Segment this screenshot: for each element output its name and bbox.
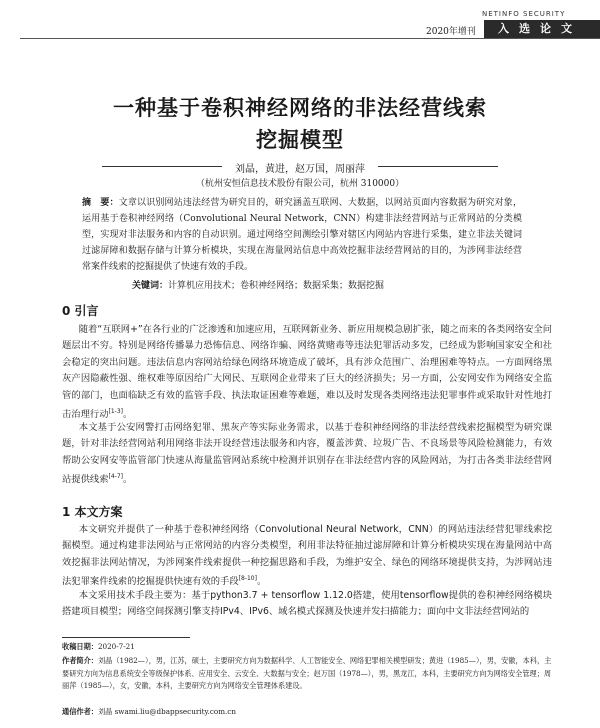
affiliation: （杭州安恒信息技术股份有限公司，杭州 310000） (195, 179, 405, 189)
method-paragraph-1 (62, 522, 552, 591)
footnote-contact (62, 706, 552, 719)
paper-title-line1: 一种基于卷积神经网络的非法经营线索 (113, 95, 487, 120)
contact-text: 刘晶 swami.liu@dbappsecurity.com.cn (97, 707, 236, 716)
section-heading-method: 1 本文方案 (62, 505, 123, 519)
section-tab: 入选论文 (484, 20, 600, 38)
keywords (132, 278, 384, 291)
contact-label: 通信作者： (62, 707, 98, 716)
footnote-received (62, 641, 552, 654)
issue-label: 2020年增刊 (426, 27, 476, 37)
method-paragraph-1-end: 。 (256, 576, 267, 588)
citation-ref: [1-3] (108, 408, 123, 416)
footnote-rule (62, 637, 190, 638)
journal-logo: NETINFO SECURITY (482, 10, 566, 18)
keywords-label: 关键词： (132, 281, 169, 291)
method-paragraph-1-text: 本文研究并提供了一种基于卷积神经网络（Convolutional Neural Network，CNN）的网站违法经营犯罪线索挖掘模型。通过构建非法网站与正常网站的内容分类模型，利用非法特征抽过滤屏障和计算分析模块实现在海量网站中高效挖掘非法网站情况，为涉网案件线索提供一种挖掘思路和手段，为维护安全、绿色的网络环境提供支持，为涉网站违法犯罪案件线索的挖掘提供快速有效的手段 (62, 524, 552, 588)
author-list: 刘晶，黄进，赵万国，周丽萍 (235, 164, 365, 175)
keywords-text: 计算机应用技术；卷积神经网络；数据采集；数据挖掘 (168, 281, 385, 291)
bio-text: 刘晶（1982—），男，江苏，硕士，主要研究方向为数据科学、人工智能安全、网络犯罪相关模型研发；黄进（1985—），男，安徽，本科，主要研究方向为信息系统安全等级保护体系、应用安全、云安全、大数据与安全；赵万国（1978—），男，黑龙江，本科，主要研究方向为网络安全管理；周丽萍（1985—），女，安徽，本科，主要研究方向为网络安全管理体系建设。 (62, 656, 552, 691)
intro-paragraph-1 (62, 322, 552, 424)
abstract (82, 195, 522, 275)
paper-title-line2: 挖掘模型 (256, 127, 344, 152)
intro-paragraph-1-end: 。 (122, 409, 133, 421)
header-rule (20, 38, 600, 39)
intro-paragraph-2-end: 。 (122, 474, 133, 486)
citation-ref: [8-10] (238, 575, 257, 583)
intro-paragraph-1-text: 随着“互联网+”在各行业的广泛渗透和加速应用，互联网新业务、新应用规模急剧扩张，随之而来的各类网络安全问题层出不穷。特别是网络传播暴力恐怖信息、网络诈骗、网络黄赌毒等违法犯罪活动多发，已经成为影响国家安全和社会稳定的突出问题。违法信息内容网站给绿色网络环境造成了破坏，具有涉众范围广、治理困难等特点。一方面网络黑灰产因隐蔽性强、维权难等原因给广大网民、互联网企业带来了巨大的经济损失；另一方面，公安网安作为网络安全监管的部门，也面临缺乏有效的监管手段、执法取证困难等难题，难以及时发现各类网络违法犯罪事件或采取针对性地打击治理行动 (62, 324, 552, 421)
bio-label: 作者简介： (62, 656, 98, 665)
section-heading-intro: 0 引言 (62, 304, 99, 318)
running-header (0, 0, 600, 44)
received-label: 收稿日期： (62, 642, 98, 651)
abstract-label: 摘 要： (82, 198, 119, 208)
footnote-author-bio (62, 655, 552, 693)
method-paragraph-2: 本文采用技术手段主要为：基于python3.7 + tensorflow 1.12.0搭建，使用tensorflow提供的卷积神经网络模块搭建项目模型；网络空间探测引擎支持IPv4、IPv6、域名模式探测及快速并发扫描能力；面向中文非法经营网站的 (62, 590, 552, 618)
received-date: 2020-7-21 (97, 642, 135, 651)
intro-paragraph-2 (62, 420, 552, 489)
author-rule-right (378, 166, 498, 167)
citation-ref: [4-7] (108, 473, 123, 481)
abstract-text: 文章以识别网站违法经营为研究目的，研究涵盖互联网、大数据，以网站页面内容数据为研究对象，运用基于卷积神经网络（Convolutional Neural Network，CNN）构建非法经营网站与正常网站的分类模型，实现对非法服务和内容的自动识别。通过网络空间测绘引擎对辖区内网站内容进行采集，建立非法关键词过滤屏障和数据存储与计算分析模块，实现在海量网站信息中高效挖掘非法经营网站的目的，为涉网非法经营常案件线索的挖掘提供了快速有效的手段。 (82, 198, 522, 272)
intro-paragraph-2-text: 本文基于公安网警打击网络犯罪、黑灰产等实际业务需求，以基于卷积神经网络的非法经营线索挖掘模型为研究课题，针对非法经营网站利用网络非法开设经营违法服务和内容，覆盖涉黄、垃圾广告、不良场景等风险检测能力，有效帮助公安网安等监管部门快速从海量监管网站系统中检测并识别存在非法经营内容的风险网站，为打击各类非法经营网站提供线索 (62, 422, 552, 486)
